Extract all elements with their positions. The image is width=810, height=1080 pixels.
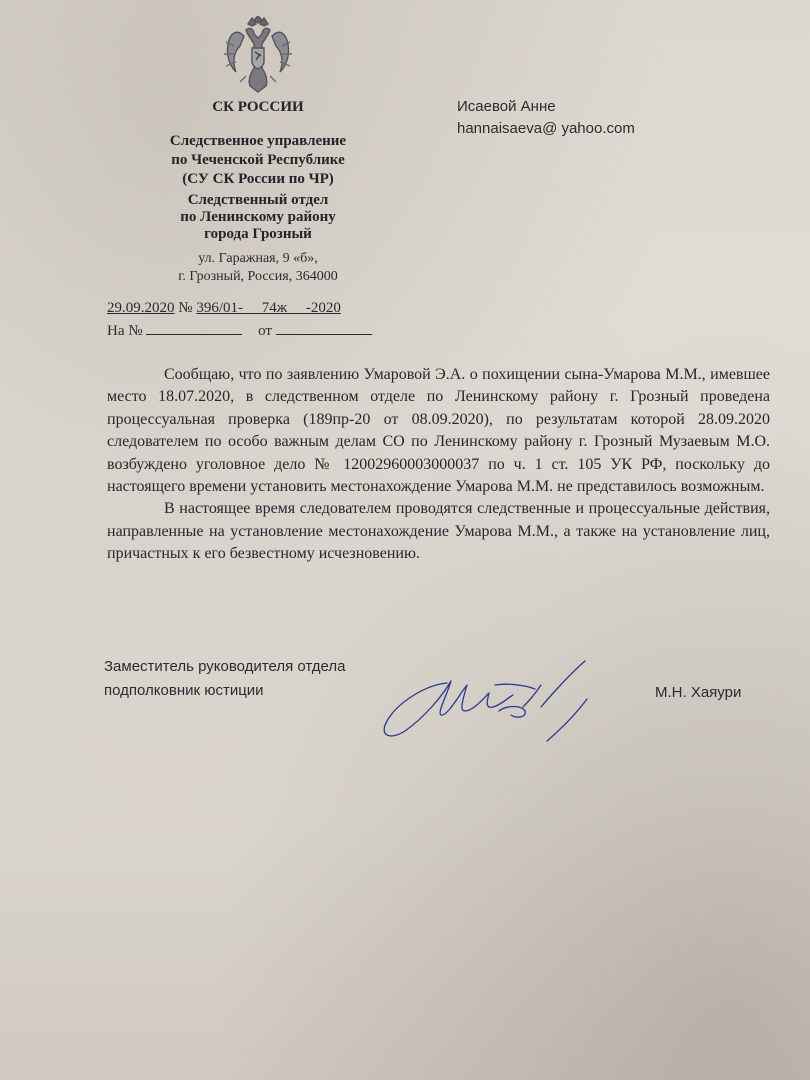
sub-department-line: города Грозный — [204, 226, 312, 242]
reference-number: 396/01- 74ж -2020 — [196, 300, 341, 316]
coat-of-arms-icon — [222, 16, 294, 94]
department-address — [140, 250, 376, 286]
from-label: от — [258, 323, 272, 339]
letter-body — [107, 364, 770, 566]
department-line: Следственное управление — [169, 133, 347, 149]
number-sign: № — [178, 300, 193, 316]
reply-number-blank — [146, 320, 242, 335]
department-name — [140, 132, 376, 189]
reply-date-blank — [276, 320, 372, 335]
signatory-rank-line: подполковник юстиции — [104, 682, 264, 699]
addressee-name: Исаевой Анне — [457, 98, 556, 115]
outgoing-reference — [107, 300, 341, 317]
sub-department-line: по Ленинскому району — [180, 209, 336, 225]
handwritten-signature — [375, 655, 615, 755]
address-line: г. Грозный, Россия, 364000 — [178, 269, 338, 284]
addressee-block — [457, 96, 635, 140]
org-title: СК РОССИИ — [212, 99, 304, 115]
signatory-title — [104, 655, 345, 703]
reference-date: 29.09.2020 — [107, 300, 175, 316]
addressee-email: hannaisaeva@ yahoo.com — [457, 120, 635, 137]
incoming-reference — [107, 320, 372, 340]
reply-label: На № — [107, 323, 143, 339]
signatory-name: М.Н. Хаяури — [655, 684, 742, 701]
sub-department-line: Следственный отдел — [187, 192, 329, 208]
sub-department-name — [140, 192, 376, 243]
body-paragraph: Сообщаю, что по заявлению Умаровой Э.А. о похищении сына-Умарова М.М., имевшее место 18.07.2020, в следственном отделе по Ленинскому району г. Грозный проведена процессуальная проверка (189пр-20 от 08.09.2020), по результатам которой 28.09.2020 следователем по особо важным делам СО по Ленинскому району г. Грозный Музаевым М.О. возбуждено уголовное дело № 12002960003000037 по ч. 1 ст. 105 УК РФ, поскольку до настоящего времени установить местонахождение Умарова М.М. не представилось возможным. — [107, 366, 770, 496]
signatory-role-line: Заместитель руководителя отдела — [104, 658, 346, 675]
department-line: по Чеченской Республике — [171, 152, 345, 168]
department-line: (СУ СК России по ЧР) — [182, 171, 334, 187]
body-paragraph: В настоящее время следователем проводятся следственные и процессуальные действия, направленные на установление местонахождение Умарова М.М., а также на установление лиц, причастных к его безвестному исчезновению. — [107, 500, 770, 563]
address-line: ул. Гаражная, 9 «б», — [198, 251, 318, 266]
